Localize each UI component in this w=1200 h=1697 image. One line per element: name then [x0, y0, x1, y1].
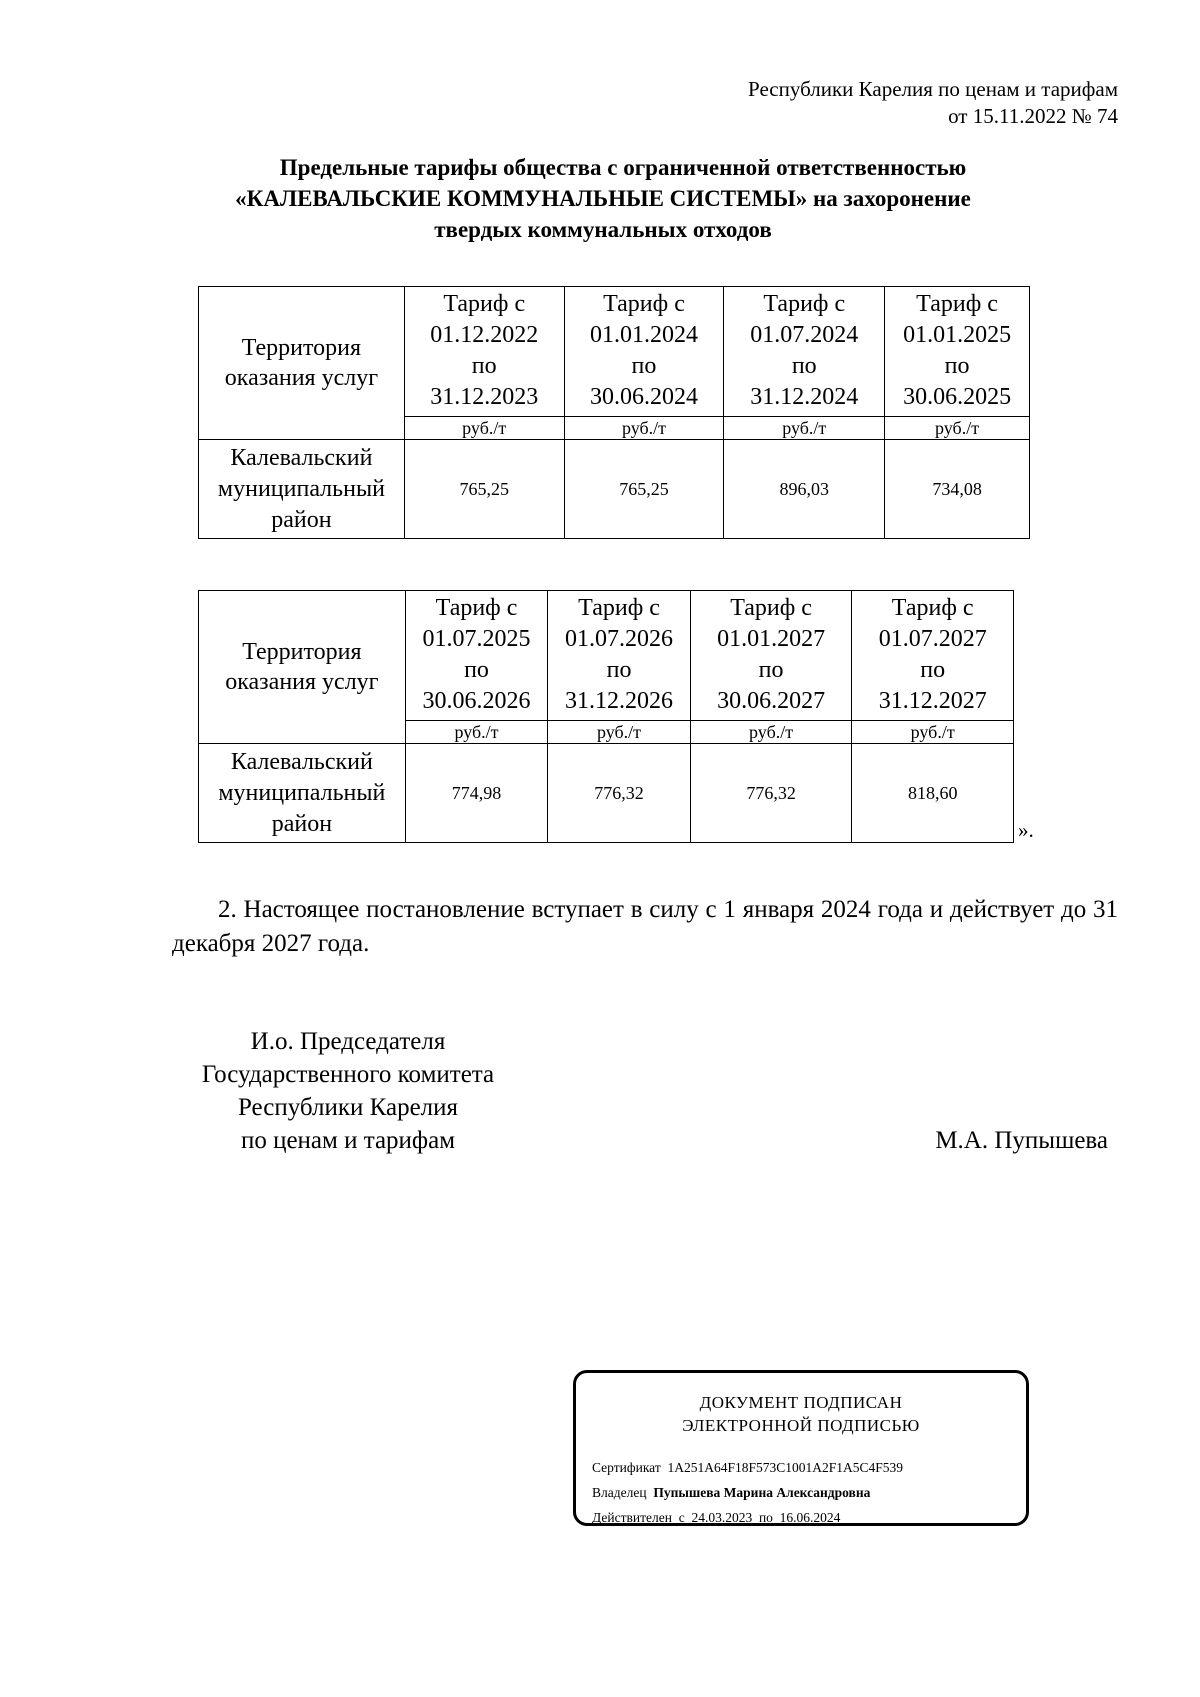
tariff-from-label: Тариф с — [435, 595, 518, 621]
owner-label: Владелец — [592, 1485, 647, 1500]
signatory-name: М.А. Пупышева — [935, 1127, 1108, 1154]
territory-header-line-2: оказания услуг — [224, 365, 379, 391]
tariff-start-date: 01.07.2026 — [565, 626, 674, 652]
tariff-to-label: по — [471, 353, 497, 379]
closing-quote: ». — [1018, 818, 1034, 842]
tariff-to-label: по — [944, 353, 970, 379]
valid-to-label: по — [758, 1510, 773, 1525]
territory-header — [199, 287, 405, 440]
unit-cell: руб./т — [564, 417, 724, 440]
tariff-from-label: Тариф с — [578, 595, 660, 621]
unit-cell: руб./т — [405, 721, 548, 744]
position-line-1: И.о. Председателя — [250, 1028, 446, 1055]
territory-header-line-1: Территория — [242, 639, 362, 665]
tariff-start-date: 01.01.2027 — [717, 626, 826, 652]
certificate-label: Сертификат — [592, 1460, 661, 1475]
tariff-table-1 — [198, 286, 1030, 539]
tariff-end-date: 30.06.2025 — [903, 384, 1012, 410]
tariff-period-header — [404, 287, 564, 417]
territory-header — [199, 591, 406, 744]
tariff-value: 765,25 — [564, 440, 724, 539]
title-line-2: «КАЛЕВАЛЬСКИЕ КОММУНАЛЬНЫЕ СИСТЕМЫ» на захоронение — [235, 186, 971, 211]
title-line-3: твердых коммунальных отходов — [434, 217, 772, 242]
position-line-2: Государственного комитета — [201, 1061, 495, 1088]
position-line-3: Республики Карелия — [237, 1094, 459, 1121]
tariff-from-label: Тариф с — [891, 595, 974, 621]
stamp-title-line-1: ДОКУМЕНТ ПОДПИСАН — [699, 1393, 903, 1412]
tariff-value: 776,32 — [548, 744, 691, 843]
tariff-to-label: по — [464, 657, 489, 683]
title-line-1: Предельные тарифы общества с ограниченной ответственностью — [279, 155, 967, 180]
stamp-details — [592, 1455, 903, 1530]
tariff-value: 818,60 — [852, 744, 1014, 843]
tariff-to-label: по — [791, 353, 817, 379]
tariff-end-date: 31.12.2024 — [750, 384, 859, 410]
tariff-end-date: 30.06.2024 — [589, 384, 698, 410]
certificate-value: 1A251A64F18F573C1001A2F1A5C4F539 — [667, 1460, 904, 1475]
region-line-3: район — [271, 810, 333, 837]
tariff-period-header — [724, 287, 885, 417]
tariff-end-date: 31.12.2026 — [565, 688, 674, 714]
region-line-1: Калевальский — [230, 748, 373, 775]
tariff-value: 774,98 — [405, 744, 548, 843]
stamp-title — [576, 1391, 1026, 1437]
document-title — [168, 152, 1038, 245]
territory-header-line-1: Территория — [241, 335, 362, 361]
tariff-period-header — [548, 591, 691, 721]
electronic-signature-stamp — [573, 1370, 1029, 1526]
stamp-validity — [592, 1505, 903, 1530]
tariff-from-label: Тариф с — [763, 291, 846, 317]
region-cell — [199, 440, 405, 539]
region-line-1: Калевальский — [230, 444, 373, 471]
tariff-period-header — [405, 591, 548, 721]
tariff-start-date: 01.12.2022 — [430, 322, 539, 348]
tariff-period-header — [564, 287, 724, 417]
valid-label: Действителен — [592, 1510, 672, 1525]
tariff-value: 896,03 — [724, 440, 885, 539]
tariff-start-date: 01.01.2025 — [903, 322, 1012, 348]
region-cell — [199, 744, 406, 843]
tariff-table-2 — [198, 590, 1014, 843]
tariff-value: 765,25 — [404, 440, 564, 539]
stamp-title-line-2: ЭЛЕКТРОННОЙ ПОДПИСЬЮ — [682, 1416, 920, 1435]
tariff-end-date: 30.06.2026 — [422, 688, 531, 714]
tariff-start-date: 01.07.2025 — [422, 626, 531, 652]
tariff-value: 776,32 — [690, 744, 852, 843]
tariff-to-label: по — [606, 657, 632, 683]
tariff-period-header — [690, 591, 852, 721]
tariff-to-label: по — [631, 353, 657, 379]
tariff-start-date: 01.01.2024 — [589, 322, 698, 348]
region-line-2: муниципальный — [218, 779, 386, 806]
owner-value: Пупышева Марина Александровна — [653, 1485, 871, 1500]
document-reference — [748, 76, 1118, 130]
territory-header-line-2: оказания услуг — [225, 669, 379, 695]
tariff-value: 734,08 — [885, 440, 1030, 539]
tariff-period-header — [852, 591, 1014, 721]
tariff-from-label: Тариф с — [916, 291, 998, 317]
tariff-from-label: Тариф с — [603, 291, 685, 317]
position-line-4: по ценам и тарифам — [240, 1127, 456, 1154]
signatory-position — [172, 1025, 524, 1157]
tariff-start-date: 01.07.2024 — [750, 322, 859, 348]
tariff-end-date: 30.06.2027 — [717, 688, 826, 714]
reference-line-1: Республики Карелия по ценам и тарифам — [748, 77, 1118, 101]
unit-cell: руб./т — [404, 417, 564, 440]
valid-from-label: с — [678, 1510, 685, 1525]
unit-cell: руб./т — [724, 417, 885, 440]
tariff-to-label: по — [920, 657, 946, 683]
region-line-2: муниципальный — [217, 475, 385, 502]
tariff-from-label: Тариф с — [443, 291, 526, 317]
unit-cell: руб./т — [548, 721, 691, 744]
tariff-from-label: Тариф с — [730, 595, 812, 621]
tariff-start-date: 01.07.2027 — [878, 626, 987, 652]
valid-from-date: 24.03.2023 — [691, 1510, 753, 1525]
stamp-owner — [592, 1480, 903, 1505]
unit-cell: руб./т — [852, 721, 1014, 744]
reference-line-2: от 15.11.2022 № 74 — [948, 104, 1118, 128]
unit-cell: руб./т — [885, 417, 1030, 440]
stamp-certificate — [592, 1455, 903, 1480]
region-line-3: район — [271, 506, 332, 533]
effective-date-paragraph: 2. Настоящее постановление вступает в силу с 1 января 2024 года и действует до 31 декабря 2027 года. — [172, 896, 1118, 957]
tariff-end-date: 31.12.2023 — [430, 384, 539, 410]
valid-to-date: 16.06.2024 — [779, 1510, 841, 1525]
tariff-period-header — [885, 287, 1030, 417]
tariff-to-label: по — [758, 657, 784, 683]
tariff-end-date: 31.12.2027 — [878, 688, 987, 714]
unit-cell: руб./т — [690, 721, 852, 744]
